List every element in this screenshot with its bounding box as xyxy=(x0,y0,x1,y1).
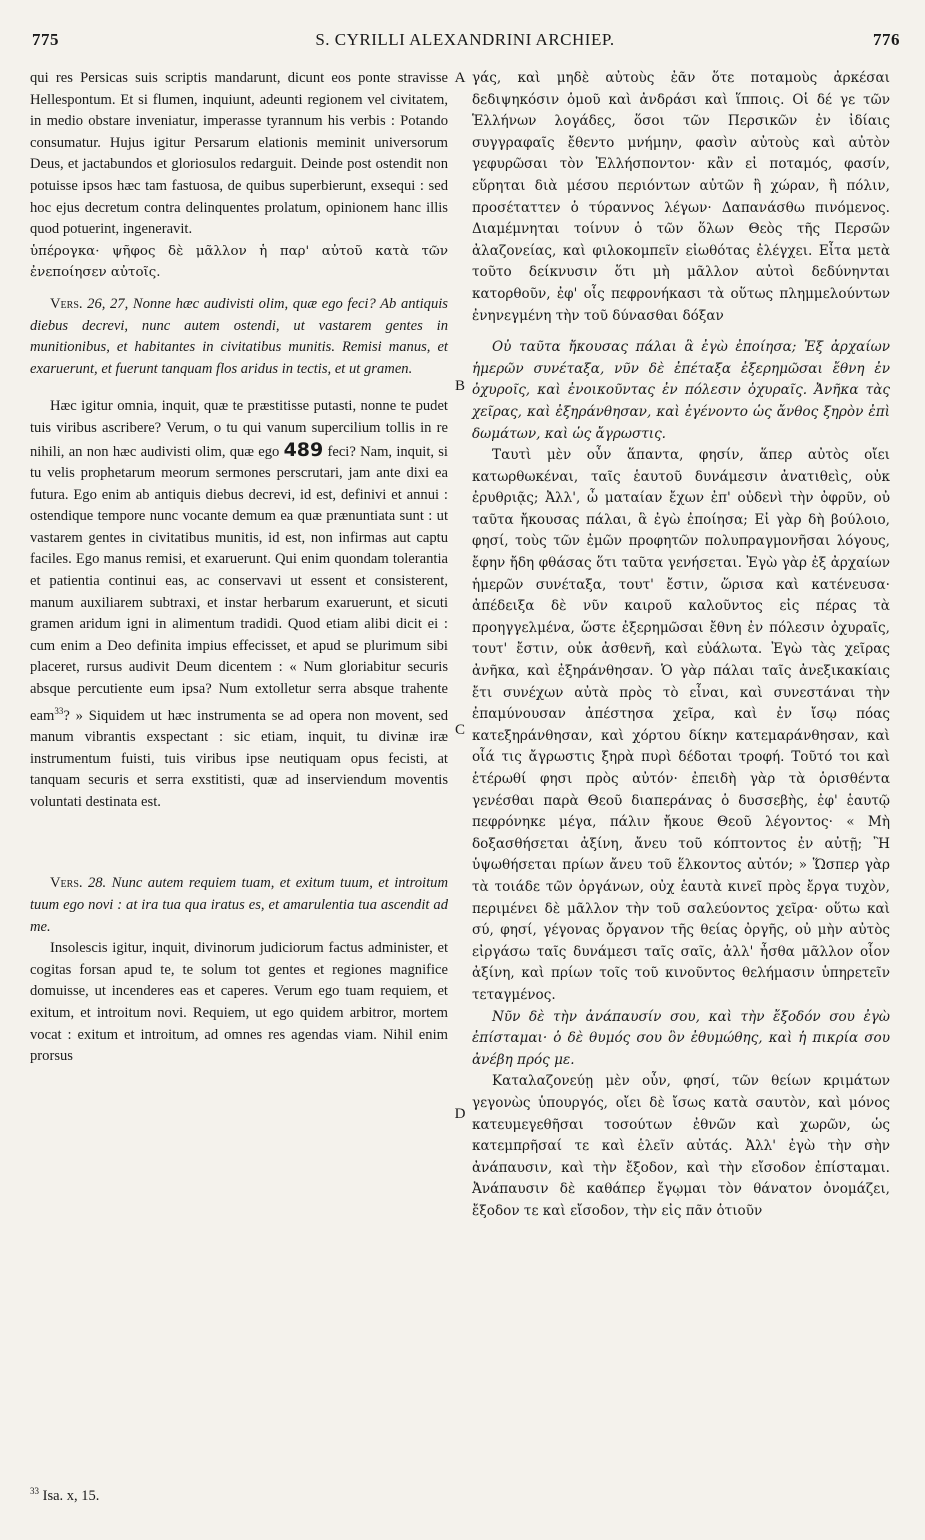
verse-26-latin xyxy=(30,294,448,380)
greek-column xyxy=(472,68,890,1222)
margin-marker-d: D xyxy=(454,1106,466,1122)
verse-label: Vers. xyxy=(50,875,83,892)
verse-text: 28. Nunc autem requiem tuam, et exitum tuum, et introitum tuum ego novi : at ira tua qua iratus es, et amarulentia tua ascendit ad me. xyxy=(30,875,448,935)
footnote xyxy=(30,1486,99,1505)
latin-text: Hæc igitur omnia, inquit, quæ te præstitisse putasti, nonne te pudet tuis viribus ascribere? Verum, o tu qui vanum supercilium tollis in re nihili, an non hæc audivisti olim, quæ ego xyxy=(30,398,448,460)
latin-text: ? » Siquidem ut hæc instrumenta se ad opera non movent, sed manum vibrantis exspectant : sic etiam, inquit, tu divinæ iræ instrumentum fuisti, tuis viribus ipse neutiquam opus fecisti, at tanquam securis et serra exstitisti, quæ ad inserviendum moventis voluntati destinata est. xyxy=(30,707,448,810)
footnote-text: Isa. x, 15. xyxy=(42,1487,100,1504)
margin-marker-c: C xyxy=(454,722,465,738)
latin-text: feci? Nam, inquit, si tu velis prophetarum meorum sermones perscrutari, jam ante dixi ea futura. Ego enim ab antiquis diebus decrevi, id est, definivi et annui : ostendique tempore nunc vocante demum ea quæ prænuntiata sunt : ut vastarem gentes in civitatibus munitis, id est, non infirmas aut captu faciles. Ego manus remisi, et exaruerunt. Qui enim quondam tolerantia et patientia continui eas, ac conservavi ut essent et consisterent, manum auxiliarem subtraxi, et instar herbarum exaruerunt, et sicuti gramen aridum igni in alimentum tradidi. Quod etiam alibi dicit ei : cum enim a Deo definita impius effecisset, et apud se plurimum sibi placeret, rursus audivit Deum dicentem : « Num gloriabitur securis absque percutiente eum ipsa? Num extolletur serra absque trahente eam xyxy=(30,443,448,724)
page-number-left: 775 xyxy=(32,30,59,49)
greek-paragraph-1: γάς, καὶ μηδὲ αὐτοὺς ἐᾶν ὅτε ποταμοὺς ἀρκέσαι δεδιψηκόσιν ὁμοῦ καὶ ἀνδράσι καὶ ἵπποις. Οἱ δέ γε τῶν Ἑλλήνων λογάδες, ὅσοι τῶν Περσικῶν ἐν ἰδίαις συγγραφαῖς ἔθεντο μνήμην, φασὶν αὐτοὺς καὶ αὐτὸν γεφυρῶσαι τὸν Ἑλλήσποντον· κἂν εἰ ποταμός, φασίν, εὕρηται διὰ μέσου περιόντων αὐτῶν ἢ χώραν, ἢ πόλιν, προσέταττεν ὁ τύραννος λέγων· Δαπανάσθω πινόμενος. Διαμέμνηται τοίνυν ὁ τῶν ὅλων Θεὸς τῆς Περσῶν ἀλαζονείας, καὶ φιλοκομπεῖν εἰωθότας ἐλέγχει. Εἶτα μετὰ τοῦτο δείκνυσιν ὅτι μὴ μᾶλλον αὐτοὶ δεδύνηνται κατορθοῦν, ἐφ' οἷς πεφρονήκασι τὰ οὕτως πλημμελούντων ἐνηνεγμένη τὴν τοῦ δύνασθαι δόξαν xyxy=(472,70,890,324)
page-header xyxy=(30,30,900,56)
latin-paragraph-2 xyxy=(30,396,448,813)
running-title: S. CYRILLI ALEXANDRINI ARCHIEP. xyxy=(315,30,615,49)
greek-insert: ὑπέρογκα· ψῆφος δὲ μᾶλλον ἡ παρ' αὐτοῦ κατὰ τῶν ἐνεποίησεν αὐτοῖς. xyxy=(30,243,448,281)
page-number-right: 776 xyxy=(873,30,900,49)
latin-paragraph-1: qui res Persicas suis scriptis mandarunt, dicunt eos ponte stravisse Hellespontum. Et si flumen, inquiunt, adeunti regionem vel civitatem, in medio obstare inveniatur, imperasse tyrannum his verbis : Potando consumatur. Hujus igitur Persarum elationis meminit universorum Deus, et jactabundos et gloriosulos redarguit. Deinde post ostendit non potuisse ipsos hæc tam fastuosa, de quibus superbierunt, exsequi : sed hoc ejus decretum contra delinquentes prolatum, opinionem hanc illis quod potuerint, ingeneravit. xyxy=(30,70,448,238)
margin-marker-a: A xyxy=(454,70,466,86)
greek-paragraph-2: Ταυτὶ μὲν οὖν ἅπαντα, φησίν, ἅπερ αὐτὸς οἴει κατωρθωκέναι, ταῖς ἑαυτοῦ δυνάμεσιν ἀνατιθεὶς, οὐκ ἐρυθριᾷς; Ἀλλ', ὦ ματαίαν ἔχων ἐπ' οὐδενὶ τὴν ὀφρῦν, οὐ ταῦτα ἤκουσας πάλαι, ἃ ἐγὼ ἐποίησα; Εἰ γὰρ δὴ βούλοιο, φησί, τοὺς τῶν ἐμῶν προφητῶν πολυπραγμονῆσαι λόγους, ἔφην ἤδη φθάσας ὅτι ταῦτα γενήσεται. Ἐγὼ γὰρ ἐξ ἀρχαίων ἡμερῶν συνέταξα, τουτ' ἔστιν, ὥρισα καὶ κατένευσα· ἀπέδειξα δὲ νῦν καιροῦ καλοῦντος εἰς πέρας τὰ προηγγελμένα, ὥστε ἐξερημῶσαι ἔθνη ἐν πόλεσιν ὀχυραῖς, τουτ' ἔστιν, οὐκ ἀσθενῆ, καὶ εὐάλωτα. Ἐγὼ τὰς χεῖρας ἀνῆκα, καὶ ἐξηράνθησαν. Ὁ γὰρ πάλαι ταῖς ἀνεξικακίαις ἔτι συνέχων αὐτὰ πρὸς τὸ εἶναι, καὶ συνεστάναι τὴν ἐπαμύνουσαν ἀπέστησα χεῖρα, καὶ ἐν ἴσῳ πόας κατεξηράνθησαν, καὶ χόρτου δίκην κατεμαράνθησαν, καὶ οἷά τις ἄγρωστις ξηρὰ πυρὶ δέδοται τροφή. Τοῦτό τοι καὶ ἑτέρωθί φησι πρὸς αὐτόν· ἐπειδὴ γὰρ τὰ ὁρισθέντα γενέσθαι παρὰ Θεοῦ διαπεράνας ὁ δυσσεβὴς, ἐφ' ἑαυτῷ πεφρόνηκε μέγα, πάλιν ἤκουε Θεοῦ λέγοντος· « Μὴ δοξασθήσεται ἀξίνη, ἄνευ τοῦ κόπτοντος ἐν αὐτῇ; Ἢ ὑψωθήσεται πρίων ἄνευ τοῦ ἕλκοντος αὐτόν; » Ὥσπερ γὰρ τὰ τοιάδε τῶν ὀργάνων, οὐχ ἑαυτὰ κινεῖ πρὸς ἔργα τυχὸν, περιμένει δὲ μᾶλλον τὴν τοῦ σαλεύοντος χεῖρα· οὕτω καὶ σύ, φησί, γέγονας ὄργανον τῆς θείας ὀργῆς, οὐ μὴν αὐτὸς εἰργάσω ταῖς δυνάμεσι ταῖς σαῖς, ἀλλ' ἦσθα μᾶλλον οἷον ἀξίνη, καὶ πρίων τοῖς τοῦ κινοῦντος θελήμασιν ὑπηρετεῖν τεταγμένος. xyxy=(472,447,890,1003)
footnote-number: 33 xyxy=(30,1486,39,1496)
verse-26-greek: Οὐ ταῦτα ἤκουσας πάλαι ἃ ἐγὼ ἐποίησα; Ἐξ ἀρχαίων ἡμερῶν συνέταξα, νῦν δὲ ἐπέταξα ἐξερημῶσαι ἔθνη ἐν ὀχυροῖς, καὶ ἐνοικοῦντας ἐν πόλεσιν ὀχυραῖς. Ἀνῆκα τὰς χεῖρας, καὶ ἐξηράνθησαν, καὶ ἐγένοντο ὡς ἄνθος ξηρὸν ἐπὶ δωμάτων, καὶ ὡς ἄγρωστις. xyxy=(472,339,890,442)
verse-28-greek: Νῦν δὲ τὴν ἀνάπαυσίν σου, καὶ τὴν ἔξοδόν σου ἐγὼ ἐπίσταμαι· ὁ δὲ θυμός σου ὃν ἐθυμώθης, καὶ ἡ πικρία σου ἀνέβη πρός με. xyxy=(472,1008,890,1068)
column-number: 489 xyxy=(283,438,324,461)
verse-text: 26, 27, Nonne hæc audivisti olim, quæ ego feci? Ab antiquis diebus decrevi, nunc autem ostendi, ut vastarem gentes in munitionibus, et habitantes in civitatibus munitis. Remisi manus, et exaruerunt, et fuerunt tanquam flos aridus in tectis, et ut gramen. xyxy=(30,295,448,377)
greek-paragraph-3: Καταλαζονεύῃ μὲν οὖν, φησί, τῶν θείων κριμάτων γεγονὼς ὑπουργός, οἴει δὲ ἴσως κατὰ σαυτὸν, καὶ μόνος κατευμεγεθῆσαι τοσούτων ἐθνῶν καὶ χωρῶν, ὡς κατεμπρῆσαί τε καὶ ἑλεῖν αὐτάς. Ἀλλ' ἐγὼ τὴν σὴν ἀνάπαυσιν, καὶ τὴν ἔξοδον, καὶ τὴν εἴσοδον ἐπίσταμαι. Ἀνάπαυσιν δὲ καθάπερ ἔγῳμαι τὸν θάνατον ὀνομάζει, ἔξοδον τε καὶ εἴσοδον, τὴν εἰς πᾶν ὁτιοῦν xyxy=(472,1073,890,1219)
footnote-ref: 33 xyxy=(54,705,64,716)
verse-28-latin xyxy=(30,873,448,938)
margin-marker-b: B xyxy=(454,378,465,394)
verse-label: Vers. xyxy=(50,295,83,312)
latin-column xyxy=(30,68,448,1068)
latin-paragraph-3: Insolescis igitur, inquit, divinorum judiciorum factus administer, et cogitas forsan apud te, te solum tot gentes et regiones magnifice domuisse, ut incenderes eas et caperes. Verum ego tuam requiem, et exitum, et introitum novi. Requiem, ut ego quidem arbitror, mortem vocat : exitum et introitum, ad omnes res agendas viam. Nihil enim prorsus xyxy=(30,940,448,1065)
